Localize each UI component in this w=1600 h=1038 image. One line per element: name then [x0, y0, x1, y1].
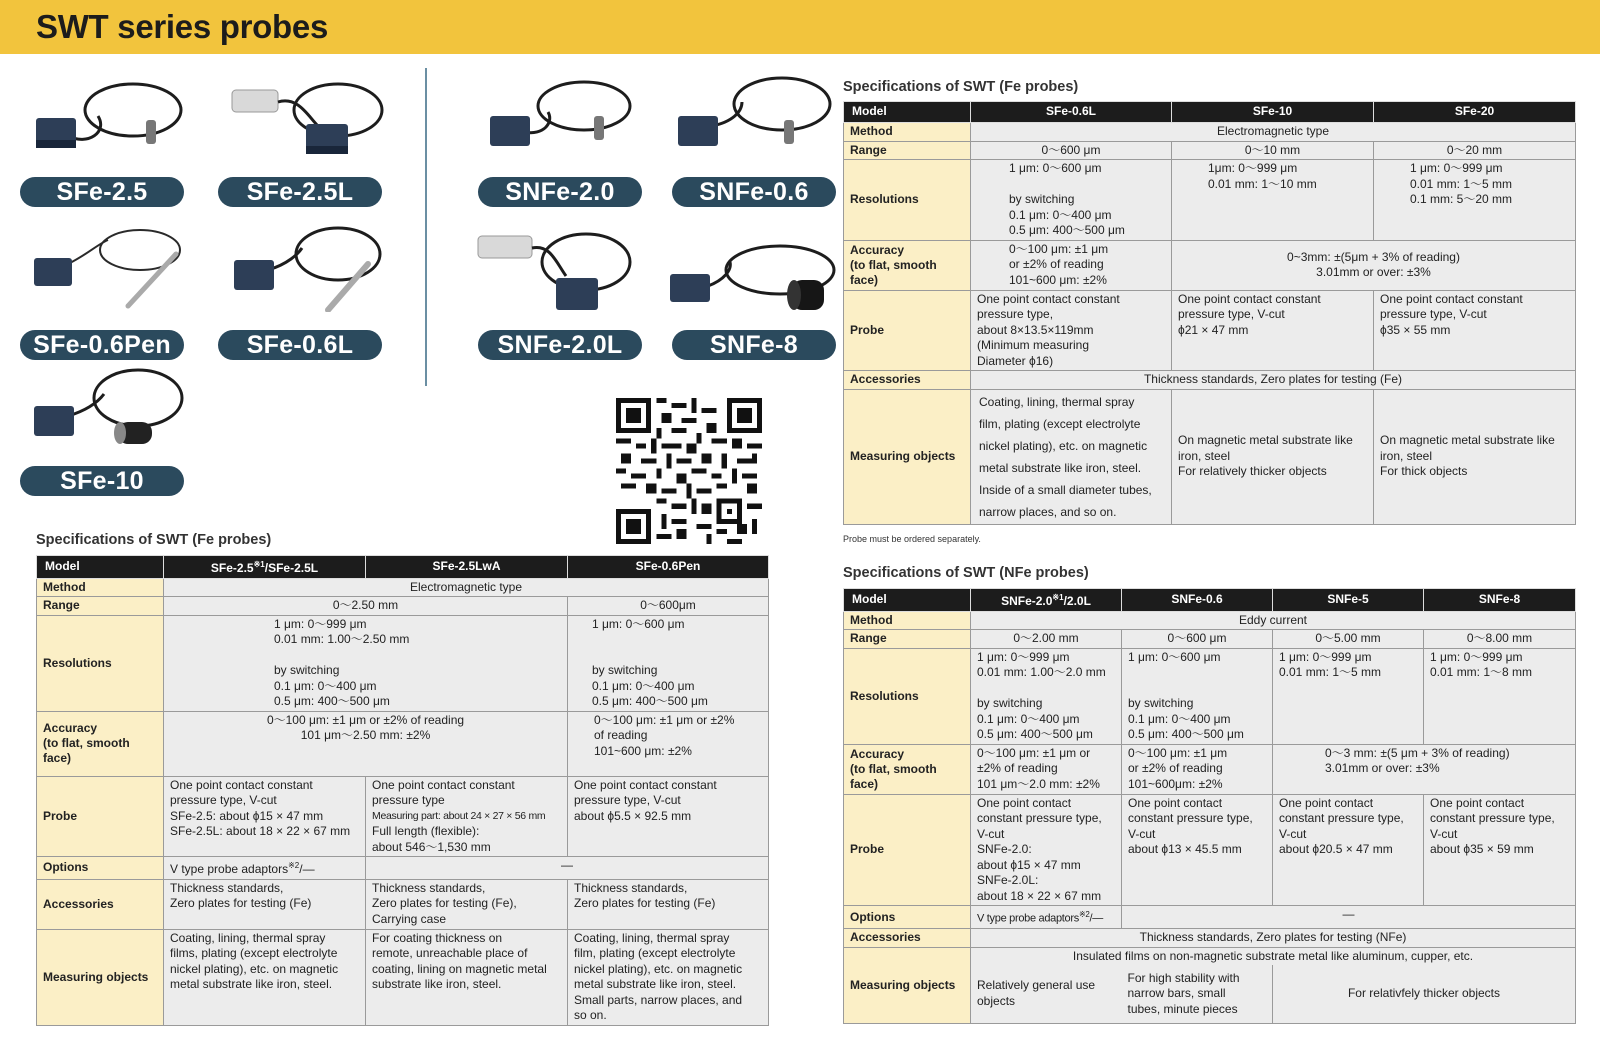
row-label: Accessories [844, 929, 971, 948]
table-cell: 0～100 μm: ±1 μm or ±2% of reading 101~600μm: ±2% [1122, 744, 1273, 794]
header-col [971, 589, 1122, 612]
table-row [37, 879, 769, 929]
table-row [844, 240, 1576, 290]
table-cell: One point contact constant pressure type, V-cut ϕ21 × 47 mm [1172, 290, 1374, 371]
row-label: Measuring objects [844, 389, 971, 524]
row-label: Measuring objects [37, 929, 164, 1025]
cell-text: Full length (flexible): about 546～1,530 mm [372, 824, 491, 854]
table-cell: One point contact constant pressure type, V-cut about ϕ5.5 × 92.5 mm [568, 776, 769, 857]
row-label: Range [844, 630, 971, 649]
table-cell: Thickness standards, Zero plates for testing (NFe) [971, 929, 1576, 948]
probe-image-sfe-10 [28, 366, 188, 454]
cell-text: Measuring part: about 24 × 27 × 56 mm [372, 809, 546, 822]
probe-label-sfe-0-6pen: SFe-0.6Pen [20, 330, 184, 360]
table-cell: 1 μm: 0～999 μm 0.01 mm: 1.00～2.0 mm by switching 0.1 μm: 0～400 μm 0.5 μm: 400～500 μm [971, 648, 1122, 744]
table-row [844, 947, 1576, 965]
cell-text: /— [299, 862, 315, 876]
probe-image-sfe-0-6pen [28, 224, 188, 312]
page-header [0, 0, 1600, 54]
table-cell: — [366, 857, 769, 880]
header-model: Model [37, 556, 164, 579]
section-title-fe-right: Specifications of SWT (Fe probes) [843, 79, 1079, 95]
probe-label-snfe-2-0: SNFe-2.0 [478, 177, 642, 207]
table-row [844, 141, 1576, 160]
header-model: Model [844, 589, 971, 612]
footnote-mark: ※2 [288, 861, 300, 870]
table-cell: Relatively general use objects [971, 965, 1122, 1023]
probe-label-sfe-2-5l: SFe-2.5L [218, 177, 382, 207]
table-cell [971, 906, 1122, 929]
row-label: Measuring objects [844, 947, 971, 1023]
table-row [37, 711, 769, 776]
header-model: Model [844, 102, 971, 123]
table-row [844, 160, 1576, 241]
table-cell: 0～600μm [568, 597, 769, 616]
header-text: /2.0L [1063, 594, 1091, 608]
table-cell: One point contact constant pressure type, V-cut about ϕ20.5 × 47 mm [1273, 794, 1424, 906]
table-cell: One point contact constant pressure type, V-cut SFe-2.5: about ϕ15 × 47 mm SFe-2.5L: about 18 × 22 × 67 mm [164, 776, 366, 857]
table-cell: 0～100 μm: ±1 μm or ±2% of reading 101~600 μm: ±2% [568, 711, 769, 776]
table-cell: Thickness standards, Zero plates for testing (Fe) [971, 371, 1576, 390]
table-row [844, 371, 1576, 390]
table-row [844, 630, 1576, 649]
table-cell: Thickness standards, Zero plates for testing (Fe) [568, 879, 769, 929]
table-cell: 1 μm: 0～600 μm by switching 0.1 μm: 0～400 μm 0.5 μm: 400～500 μm [971, 160, 1172, 241]
probe-label-sfe-10: SFe-10 [20, 466, 184, 496]
cell-text: V type probe adaptors [170, 862, 289, 876]
table-cell: 0～100 μm: ±1 μm or ±2% of reading 101 μm～2.0 mm: ±2% [971, 744, 1122, 794]
header-text: SFe-2.5 [210, 561, 254, 575]
table-cell: 0～600 μm [971, 141, 1172, 160]
table-cell: One point contact constant pressure type, V-cut about ϕ35 × 59 mm [1424, 794, 1576, 906]
table-cell: — [1122, 906, 1576, 929]
table-row [844, 648, 1576, 744]
table-cell: 0～2.00 mm [971, 630, 1122, 649]
table-row [37, 578, 769, 597]
table-header-row [844, 589, 1576, 612]
table-cell [366, 776, 568, 857]
table-cell: 0～2.50 mm [164, 597, 568, 616]
header-col [164, 556, 366, 579]
table-cell: Electromagnetic type [971, 123, 1576, 142]
section-title-fe-left: Specifications of SWT (Fe probes) [36, 532, 272, 548]
table-cell: 1μm: 0～999 μm 0.01 mm: 1～10 mm [1172, 160, 1374, 241]
probe-label-snfe-0-6: SNFe-0.6 [672, 177, 836, 207]
header-col: SFe-20 [1374, 102, 1576, 123]
table-row [844, 744, 1576, 794]
table-row [844, 389, 1576, 524]
page-title: SWT series probes [36, 8, 328, 45]
probe-image-snfe-2-0 [484, 76, 644, 164]
header-text: SNFe-2.0 [1001, 594, 1053, 608]
table-cell: 0～100 μm: ±1 μm or ±2% of reading 101~600 μm: ±2% [971, 240, 1172, 290]
probe-label-snfe-2-0l: SNFe-2.0L [478, 330, 642, 360]
row-label: Resolutions [844, 160, 971, 241]
table-cell: One point contact constant pressure type, V-cut ϕ35 × 55 mm [1374, 290, 1576, 371]
probe-label-sfe-2-5: SFe-2.5 [20, 177, 184, 207]
row-label: Method [844, 611, 971, 630]
table-cell: 1 μm: 0～999 μm 0.01 mm: 1～8 mm [1424, 648, 1576, 744]
row-label: Probe [844, 290, 971, 371]
table-cell: 0～5.00 mm [1273, 630, 1424, 649]
probe-image-snfe-0-6 [672, 72, 836, 164]
row-label: Resolutions [37, 615, 164, 711]
footnote: Probe must be ordered separately. [843, 534, 981, 544]
table-cell: Electromagnetic type [164, 578, 769, 597]
spec-table-nfe [843, 588, 1576, 1024]
table-cell: 0～600 μm [1122, 630, 1273, 649]
probe-label-snfe-8: SNFe-8 [672, 330, 836, 360]
probe-image-sfe-0-6l [228, 224, 388, 312]
table-cell: 0～100 μm: ±1 μm or ±2% of reading 101 μm～2.50 mm: ±2% [164, 711, 568, 776]
table-row [37, 857, 769, 880]
table-header-row [37, 556, 769, 579]
cell-text: V type probe adaptors [977, 912, 1079, 925]
table-row [844, 794, 1576, 906]
table-cell: 1 μm: 0～999 μm 0.01 mm: 1.00～2.50 mm by switching 0.1 μm: 0～400 μm 0.5 μm: 400～500 μm [164, 615, 568, 711]
spec-table-fe-left [36, 555, 769, 1026]
table-row [37, 597, 769, 616]
row-label: Accuracy (to flat, smooth face) [844, 744, 971, 794]
table-cell: One point contact constant pressure type, about 8×13.5×119mm (Minimum measuring Diameter ϕ16) [971, 290, 1172, 371]
cell-text: One point contact constant pressure type [372, 777, 515, 807]
table-row [37, 929, 769, 1025]
table-cell: Thickness standards, Zero plates for testing (Fe) [164, 879, 366, 929]
footnote-mark: ※1 [1052, 593, 1064, 602]
row-label: Options [37, 857, 164, 880]
probe-image-snfe-8 [668, 240, 838, 320]
header-col: SFe-0.6Pen [568, 556, 769, 579]
probe-image-sfe-2-5 [28, 76, 188, 164]
table-cell: 1 μm: 0～999 μm 0.01 mm: 1～5 mm [1273, 648, 1424, 744]
table-cell: For high stability with narrow bars, small tubes, minute pieces [1122, 965, 1273, 1023]
row-label: Resolutions [844, 648, 971, 744]
cell-text: /— [1089, 912, 1103, 925]
table-cell: 0～8.00 mm [1424, 630, 1576, 649]
table-cell: 0～10 mm [1172, 141, 1374, 160]
table-cell: Eddy current [971, 611, 1576, 630]
footnote-mark: ※2 [1078, 910, 1090, 919]
table-cell: For coating thickness on remote, unreachable place of coating, lining on magnetic metal substrate like iron, steel. [366, 929, 568, 1025]
section-title-nfe: Specifications of SWT (NFe probes) [843, 565, 1089, 581]
divider-line [425, 68, 427, 386]
header-col: SNFe-5 [1273, 589, 1424, 612]
header-col: SFe-10 [1172, 102, 1374, 123]
table-cell: On magnetic metal substrate like iron, steel For thick objects [1374, 389, 1576, 524]
row-label: Method [844, 123, 971, 142]
table-row [844, 929, 1576, 948]
footnote-mark: ※1 [253, 560, 265, 569]
header-col: SNFe-8 [1424, 589, 1576, 612]
table-cell: Coating, lining, thermal spray films, plating (except electrolyte nickel plating), etc. on magnetic metal substrate like iron, steel. [164, 929, 366, 1025]
table-cell: For relativfely thicker objects [1273, 965, 1576, 1023]
row-label: Probe [37, 776, 164, 857]
table-row [844, 906, 1576, 929]
table-cell: On magnetic metal substrate like iron, steel For relatively thicker objects [1172, 389, 1374, 524]
table-row [844, 290, 1576, 371]
header-col: SFe-2.5LwA [366, 556, 568, 579]
probe-image-sfe-2-5l [228, 76, 388, 164]
table-cell: 1 μm: 0～600 μm by switching 0.1 μm: 0～400 μm 0.5 μm: 400～500 μm [568, 615, 769, 711]
table-cell: Coating, lining, thermal spray film, plating (except electrolyte nickel plating), etc. on magnetic metal substrate like iron, steel. Small parts, narrow places, and so on. [568, 929, 769, 1025]
probe-label-sfe-0-6l: SFe-0.6L [218, 330, 382, 360]
table-header-row [844, 102, 1576, 123]
row-label: Range [37, 597, 164, 616]
table-cell: One point contact constant pressure type, V-cut SNFe-2.0: about ϕ15 × 47 mm SNFe-2.0L: about 18 × 22 × 67 mm [971, 794, 1122, 906]
row-label: Range [844, 141, 971, 160]
table-cell: 0～20 mm [1374, 141, 1576, 160]
row-label: Accuracy (to flat, smooth face) [37, 711, 164, 776]
table-cell: One point contact constant pressure type, V-cut about ϕ13 × 45.5 mm [1122, 794, 1273, 906]
table-cell: 1 μm: 0～999 μm 0.01 mm: 1～5 mm 0.1 mm: 5～20 mm [1374, 160, 1576, 241]
table-row [844, 123, 1576, 142]
table-row [37, 615, 769, 711]
row-label: Accessories [37, 879, 164, 929]
row-label: Method [37, 578, 164, 597]
header-text: /SFe-2.5L [264, 561, 319, 575]
header-col: SFe-0.6L [971, 102, 1172, 123]
probe-image-snfe-2-0l [476, 226, 636, 318]
row-label: Options [844, 906, 971, 929]
table-row [37, 776, 769, 857]
header-col: SNFe-0.6 [1122, 589, 1273, 612]
table-cell: Coating, lining, thermal spray film, plating (except electrolyte nickel plating), etc. on magnetic metal substrate like iron, steel. Inside of a small diameter tubes, narrow places, and so on. [971, 389, 1172, 524]
table-cell [164, 857, 366, 880]
row-label: Accessories [844, 371, 971, 390]
table-cell: Thickness standards, Zero plates for testing (Fe), Carrying case [366, 879, 568, 929]
spec-table-fe-right [843, 101, 1576, 525]
row-label: Accuracy (to flat, smooth face) [844, 240, 971, 290]
table-row [844, 611, 1576, 630]
qr-code[interactable] [616, 398, 762, 549]
table-cell: Insulated films on non-magnetic substrate metal like aluminum, cupper, etc. [971, 947, 1576, 965]
table-cell: 0~3mm: ±(5μm + 3% of reading) 3.01mm or over: ±3% [1172, 240, 1576, 290]
table-cell: 1 μm: 0～600 μm by switching 0.1 μm: 0～400 μm 0.5 μm: 400～500 μm [1122, 648, 1273, 744]
table-cell: 0～3 mm: ±(5 μm + 3% of reading) 3.01mm or over: ±3% [1273, 744, 1576, 794]
row-label: Probe [844, 794, 971, 906]
